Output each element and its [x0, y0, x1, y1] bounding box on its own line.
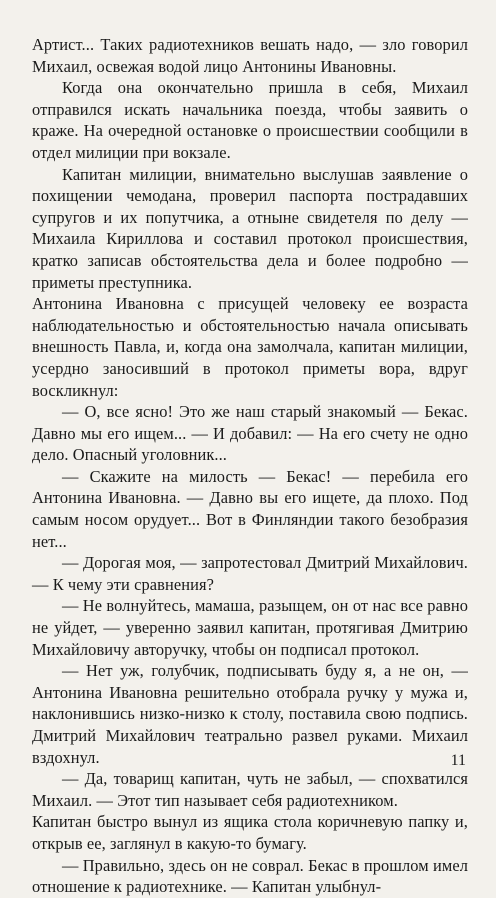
text-column — [32, 34, 468, 898]
paragraph: — Не волнуйтесь, мамаша, разыщем, он от нас все равно не уйдет, — уверенно заявил капитан, протягивая Дмитрию Михайловичу авторучку, чтобы он подписал протокол. — [32, 596, 468, 659]
paragraph: Артист... Таких радиотехников вешать надо, — зло говорил Михаил, освежая водой лицо Антонины Ивановны. — [32, 35, 468, 76]
paragraph: — Дорогая моя, — запротестовал Дмитрий Михайлович. — К чему эти сравнения? — [32, 553, 468, 594]
paragraph: — О, все ясно! Это же наш старый знакомый — Бекас. Давно мы его ищем... — И добавил: — На его счету не одно дело. Опасный уголовник... — [32, 402, 468, 465]
paragraph: Когда она окончательно пришла в себя, Михаил отправился искать начальника поезда, чтобы заявить о краже. На очередной остановке о происшествии сообщили в отдел милиции при вокзале. — [32, 78, 468, 162]
paragraph: — Нет уж, голубчик, подписывать буду я, а не он, — Антонина Ивановна решительно отобрала ручку у мужа и, наклонившись низко-низко к столу, поставила свою подпись. Дмитрий Михайлович театрально развел руками. Михаил вздохнул. — [32, 661, 468, 767]
paragraph: — Правильно, здесь он не соврал. Бекас в прошлом имел отношение к радиотехнике. — Капитан улыбнул- — [32, 855, 468, 897]
paragraph: — Да, товарищ капитан, чуть не забыл, — спохватился Михаил. — Этот тип называет себя радиотехником. — [32, 769, 468, 810]
paragraph: Капитан милиции, внимательно выслушав заявление о похищении чемодана, проверил паспорта пострадавших супругов и их попутчика, а отныне свидетеля по делу — Михаила Кириллова и составил протокол происшествия, кратко записав обстоятельства дела и более подробно — приметы преступника. — [32, 164, 468, 292]
paragraph: Антонина Ивановна с присущей человеку ее возраста наблюдательностью и обстоятельностью начала описывать внешность Павла, и, когда она замолчала, капитан милиции, усердно заносивший в протокол приметы вора, вдруг воскликнул: — [32, 294, 468, 400]
page-number: 11 — [450, 752, 466, 769]
paragraph: — Скажите на милость — Бекас! — перебила его Антонина Ивановна. — Давно вы его ищете, да плохо. Под самым носом орудует... Вот в Финляндии такого безобразия нет... — [32, 466, 468, 551]
paragraph: Капитан быстро вынул из ящика стола коричневую папку и, открыв ее, заглянул в какую-то бумагу. — [32, 812, 468, 853]
